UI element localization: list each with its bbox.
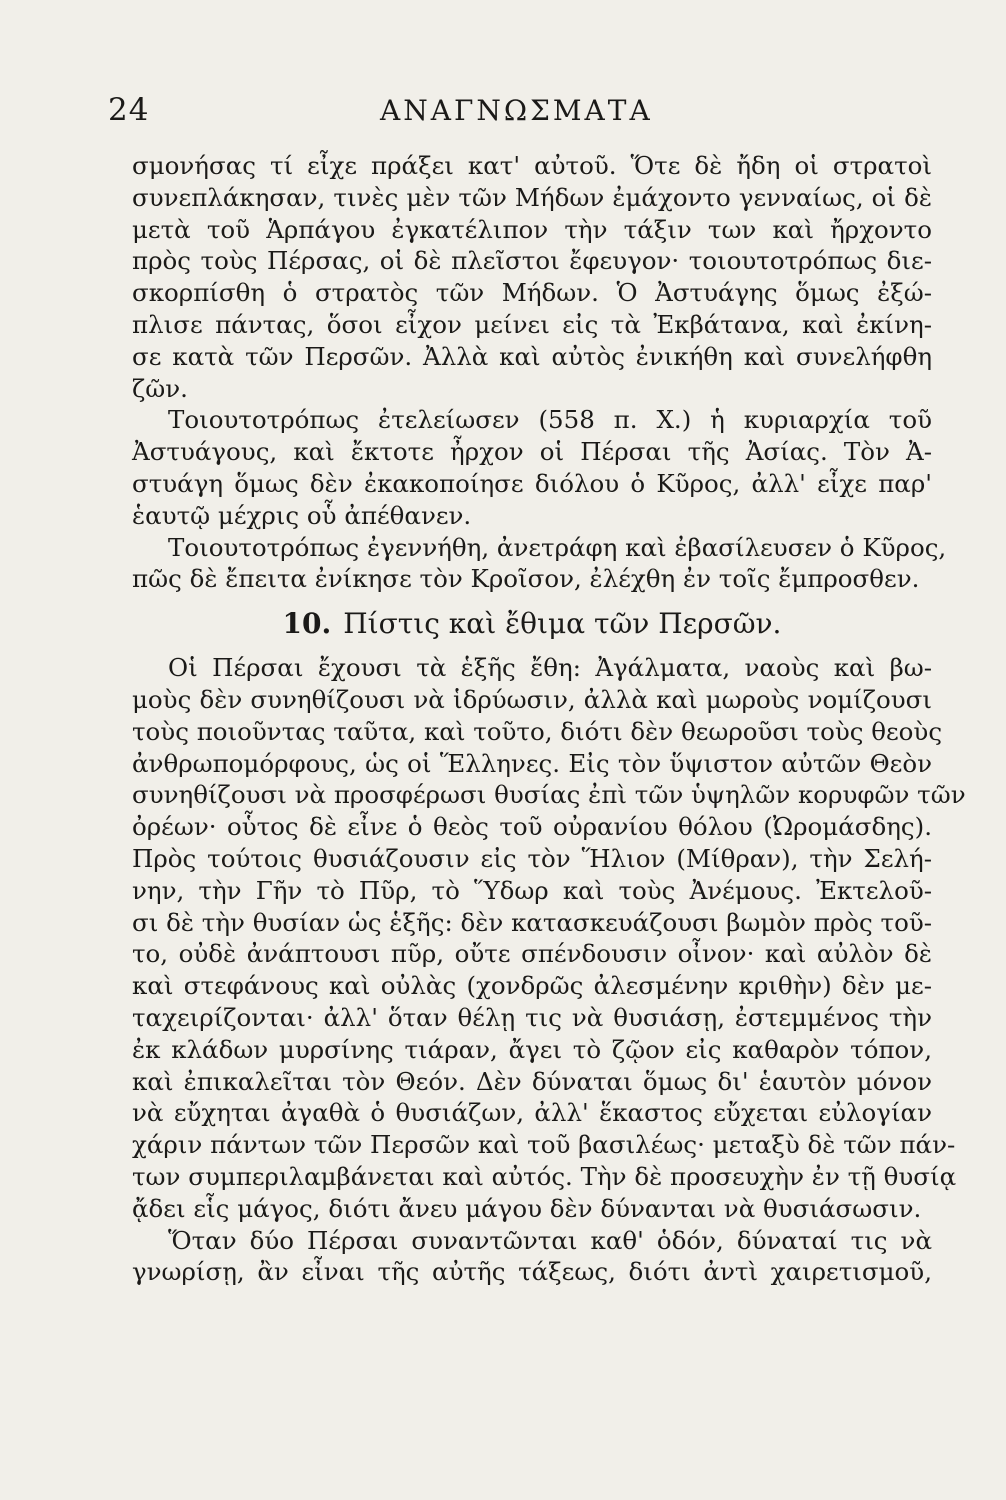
text-line: Τοιουτοτρόπως ἐτελείωσεν (558 π. Χ.) ἡ κυριαρχία τοῦ bbox=[168, 405, 932, 435]
paragraph bbox=[132, 150, 932, 404]
text-line: πλισε πάντας, ὅσοι εἶχον μείνει εἰς τὰ Ἐκβάτανα, καὶ ἐκίνη- bbox=[132, 309, 932, 339]
text-line: ἐκ κλάδων μυρσίνης τιάραν, ἄγει τὸ ζῷον εἰς καθαρὸν τόπον, bbox=[132, 1034, 932, 1064]
text-line: νὰ εὔχηται ἀγαθὰ ὁ θυσιάζων, ἀλλ' ἕκαστος εὔχεται εὐλογίαν bbox=[132, 1098, 932, 1128]
text-line: ἑαυτῷ μέχρις οὗ ἀπέθανεν. bbox=[132, 500, 472, 530]
paragraphs-after-section bbox=[132, 652, 966, 1288]
paragraphs-before-section bbox=[132, 150, 947, 595]
paragraph bbox=[132, 652, 966, 1224]
text-line: πῶς δὲ ἔπειτα ἐνίκησε τὸν Κροῖσον, ἐλέχθη ἐν τοῖς ἔμπροσθεν. bbox=[132, 564, 920, 594]
text-line: σε κατὰ τῶν Περσῶν. Ἀλλὰ καὶ αὐτὸς ἐνικήθη καὶ συνελήφθη bbox=[132, 341, 932, 371]
text-line: ὀρέων· οὗτος δὲ εἶνε ὁ θεὸς τοῦ οὐρανίου θόλου (Ὠρομάσδης). bbox=[132, 812, 932, 842]
text-line: ᾄδει εἷς μάγος, διότι ἄνευ μάγου δὲν δύνανται νὰ θυσιάσωσιν. bbox=[132, 1193, 922, 1223]
text-line: ζῶν. bbox=[132, 373, 188, 403]
text-line: των συμπεριλαμβάνεται καὶ αὐτός. Τὴν δὲ προσευχὴν ἐν τῇ θυσίᾳ bbox=[132, 1161, 957, 1191]
paragraph bbox=[132, 404, 932, 531]
text-line: Οἱ Πέρσαι ἔχουσι τὰ ἑξῆς ἔθη: Ἀγάλματα, ναοὺς καὶ βω- bbox=[168, 653, 932, 683]
text-line: το, οὐδὲ ἀνάπτουσι πῦρ, οὔτε σπένδουσιν οἶνον· καὶ αὐλὸν δὲ bbox=[132, 939, 932, 969]
text-line: νην, τὴν Γῆν τὸ Πῦρ, τὸ Ὕδωρ καὶ τοὺς Ἀνέμους. Ἐκτελοῦ- bbox=[132, 875, 932, 905]
text-line: τοὺς ποιοῦντας ταῦτα, καὶ τοῦτο, διότι δὲν θεωροῦσι τοὺς θεοὺς bbox=[132, 716, 943, 746]
section-title: Πίστις καὶ ἔθιμα τῶν Περσῶν. bbox=[343, 607, 782, 641]
text-line: καὶ ἐπικαλεῖται τὸν Θεόν. Δὲν δύναται ὅμως δι' ἑαυτὸν μόνον bbox=[132, 1066, 932, 1096]
paragraph bbox=[132, 532, 947, 596]
text-line: μοὺς δὲν συνηθίζουσι νὰ ἱδρύωσιν, ἀλλὰ καὶ μωροὺς νομίζουσι bbox=[132, 684, 932, 714]
text-line: χάριν πάντων τῶν Περσῶν καὶ τοῦ βασιλέως· μεταξὺ δὲ τῶν πάν- bbox=[132, 1130, 956, 1160]
text-line: Ἀστυάγους, καὶ ἔκτοτε ἦρχον οἱ Πέρσαι τῆς Ἀσίας. Τὸν Ἀ- bbox=[132, 437, 932, 467]
text-line: Πρὸς τούτοις θυσιάζουσιν εἰς τὸν Ἥλιον (Μίθραν), τὴν Σελή- bbox=[132, 843, 932, 873]
text-line: πρὸς τοὺς Πέρσας, οἱ δὲ πλεῖστοι ἔφευγον· τοιουτοτρόπως διε- bbox=[132, 246, 932, 276]
text-line: μετὰ τοῦ Ἁρπάγου ἐγκατέλιπον τὴν τάξιν των καὶ ἤρχοντο bbox=[132, 214, 932, 244]
running-title: ΑΝΑΓΝΩΣΜΑΤΑ bbox=[380, 94, 653, 127]
text-line: σκορπίσθη ὁ στρατὸς τῶν Μήδων. Ὁ Ἀστυάγης ὅμως ἐξώ- bbox=[132, 278, 932, 308]
page-number: 24 bbox=[108, 92, 150, 128]
text-line: συνεπλάκησαν, τινὲς μὲν τῶν Μήδων ἐμάχοντο γενναίως, οἱ δὲ bbox=[132, 182, 932, 212]
text-line: Τοιουτοτρόπως ἐγεννήθη, ἀνετράφη καὶ ἐβασίλευσεν ὁ Κῦρος, bbox=[168, 532, 947, 562]
text-line: ταχειρίζονται· ἀλλ' ὅταν θέλῃ τις νὰ θυσιάσῃ, ἐστεμμένος τὴν bbox=[132, 1002, 932, 1032]
text-line: ἀνθρωπομόρφους, ὡς οἱ Ἕλληνες. Εἰς τὸν ὕψιστον αὐτῶν Θεὸν bbox=[132, 748, 932, 778]
text-line: σμονήσας τί εἶχε πράξει κατ' αὐτοῦ. Ὅτε δὲ ἤδη οἱ στρατοὶ bbox=[132, 151, 932, 180]
text-line: Ὅταν δύο Πέρσαι συναντῶνται καθ' ὁδόν, δύναταί τις νὰ bbox=[168, 1225, 932, 1255]
section-number: 10. bbox=[282, 607, 332, 641]
section-heading bbox=[132, 604, 932, 644]
text-line: γνωρίσῃ, ἂν εἶναι τῆς αὐτῆς τάξεως, διότι ἀντὶ χαιρετισμοῦ, bbox=[132, 1257, 932, 1287]
text-line: σι δὲ τὴν θυσίαν ὡς ἑξῆς: δὲν κατασκευάζουσι βωμὸν πρὸς τοῦ- bbox=[132, 907, 932, 937]
text-line: συνηθίζουσι νὰ προσφέρωσι θυσίας ἐπὶ τῶν ὑψηλῶν κορυφῶν τῶν bbox=[132, 780, 966, 810]
body-text bbox=[132, 150, 966, 1288]
paragraph bbox=[132, 1225, 932, 1289]
text-line: καὶ στεφάνους καὶ οὐλὰς (χονδρῶς ἀλεσμένην κριθὴν) δὲν με- bbox=[132, 971, 932, 1001]
text-line: στυάγη ὅμως δὲν ἐκακοποίησε διόλου ὁ Κῦρος, ἀλλ' εἶχε παρ' bbox=[132, 468, 932, 498]
